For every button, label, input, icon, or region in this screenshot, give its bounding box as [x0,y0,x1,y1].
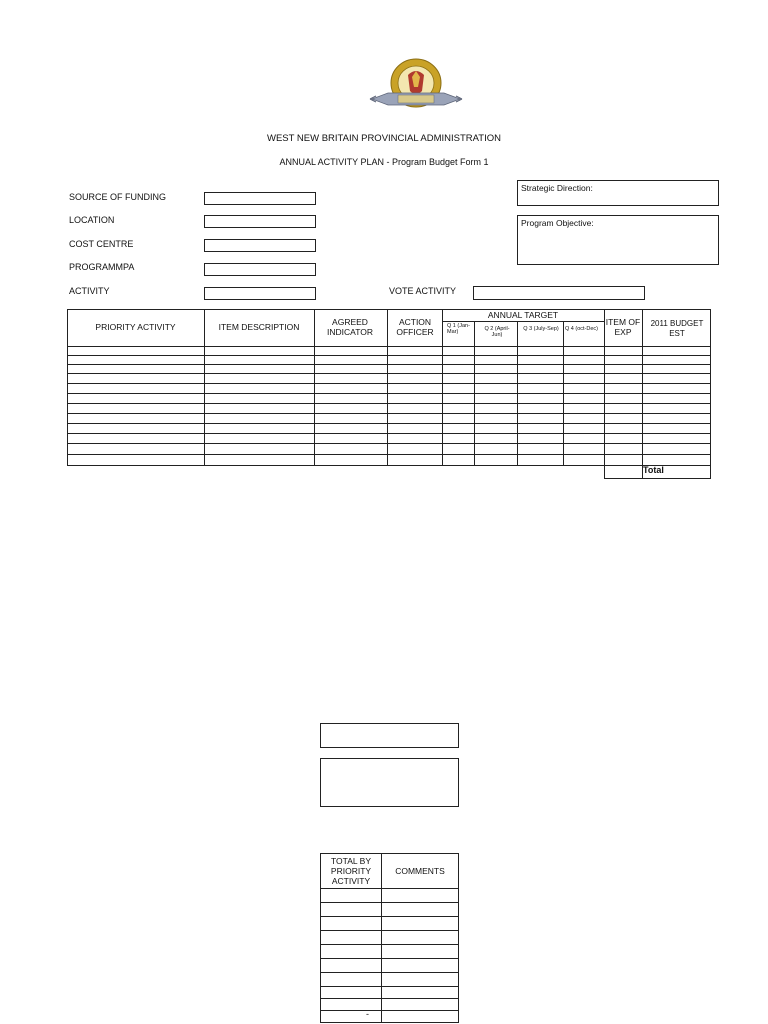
col-header-q2: Q 2 (April-Jun) [484,326,510,338]
col-header-action-officer: ACTION OFFICER [396,317,434,337]
strategic-direction-box[interactable] [517,180,719,206]
document-title: WEST NEW BRITAIN PROVINCIAL ADMINISTRATION [266,133,501,144]
col-header-annual-target: ANNUAL TARGET [487,310,559,320]
provincial-logo [368,55,464,111]
activity-field[interactable] [204,287,316,300]
document-subtitle: ANNUAL ACTIVITY PLAN - Program Budget Form 1 [279,157,489,167]
total-label: Total [643,465,664,475]
vote-activity-label: VOTE ACTIVITY [389,286,457,296]
programmpa-field[interactable] [204,263,316,276]
activity-label: ACTIVITY [69,286,110,296]
col-header-agreed-indicator: AGREED INDICATOR [327,317,373,337]
priority-totals-table [320,853,459,1023]
col-header-budget-est: 2011 BUDGET EST [650,319,704,338]
col-header-q1: Q 1 (Jan-Mar) [447,323,470,335]
vote-activity-field[interactable] [473,286,645,300]
program-objective-label: Program Objective: [521,218,594,228]
activity-plan-table [67,309,711,479]
col-header-priority-activity: PRIORITY ACTIVITY [95,322,176,332]
location-field[interactable] [204,215,316,228]
col-header-q4: Q 4 (oct-Dec) [565,326,599,332]
col-header-comments: COMMENTS [395,866,445,876]
blank-box-1[interactable] [320,723,459,748]
program-objective-box[interactable] [517,215,719,265]
blank-box-2[interactable] [320,758,459,807]
col-header-item-description: ITEM DESCRIPTION [218,322,300,332]
source-of-funding-label: SOURCE OF FUNDING [69,192,167,202]
col-header-q3: Q 3 (July-Sep) [523,326,559,332]
last-total-value: - [366,1009,369,1019]
location-label: LOCATION [69,215,115,225]
source-of-funding-field[interactable] [204,192,316,205]
col-header-item-of-exp: ITEM OF EXP [605,317,641,337]
cost-centre-label: COST CENTRE [69,239,134,249]
cost-centre-field[interactable] [204,239,316,252]
strategic-direction-label: Strategic Direction: [521,183,593,193]
programmpa-label: PROGRAMMPA [69,262,135,272]
col-header-total-by-priority: TOTAL BY PRIORITY ACTIVITY [330,856,372,886]
